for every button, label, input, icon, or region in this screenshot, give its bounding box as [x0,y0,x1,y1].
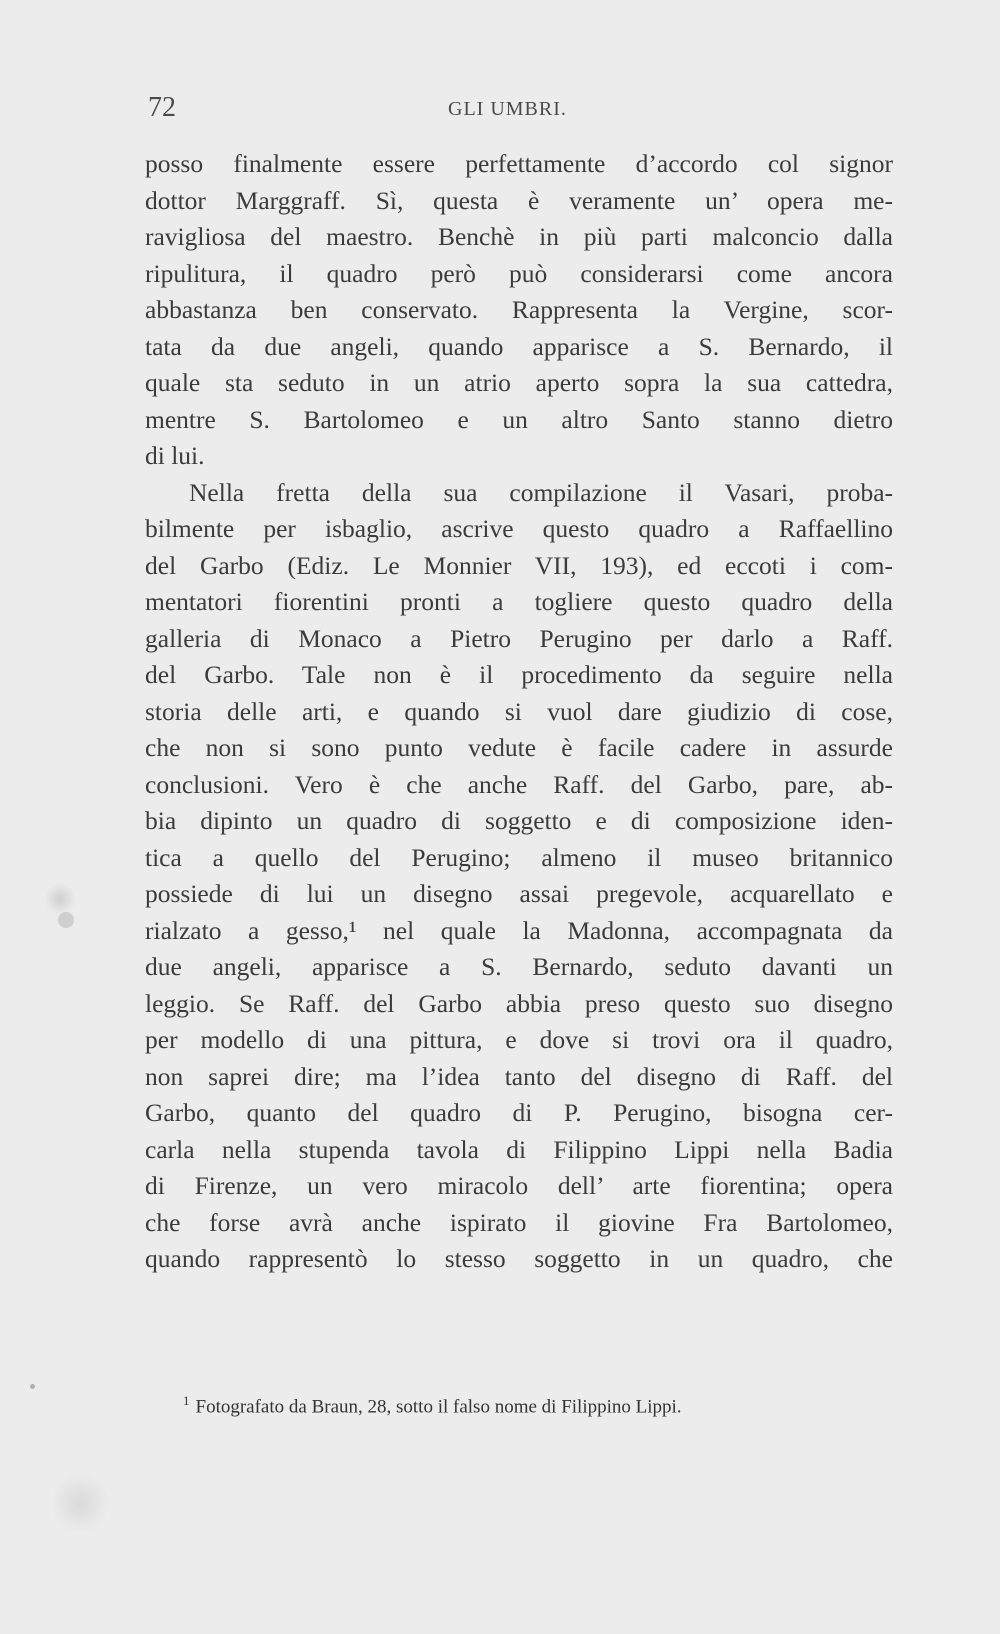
footnote-text: Fotografato da Braun, 28, sotto il falso nome di Filippino Lippi. [195,1396,682,1418]
body-text [145,146,893,1316]
text-line: del Garbo. Tale non è il procedimento da seguire nella [145,660,893,689]
text-line: conclusioni. Vero è che anche Raff. del Garbo, pare, ab- [145,769,893,799]
footnote-mark: 1 [183,1393,190,1408]
text-line: posso finalmente essere perfettamente d’accordo col signor [145,149,893,178]
text-line: rialzato a gesso,¹ nel quale la Madonna, accompagnata da [145,915,893,945]
text-line: mentatori fiorentini pronti a togliere questo quadro della [145,587,893,616]
text-line: ripulitura, il quadro però può considerarsi come ancora [145,258,893,288]
text-line: quando rappresentò lo stesso soggetto in un quadro, che [145,1244,893,1273]
text-line: abbastanza ben conservato. Rappresenta la Vergine, scor- [145,295,893,324]
text-line: del Garbo (Ediz. Le Monnier VII, 193), ed eccoti i com- [145,550,893,580]
text-line: tica a quello del Perugino; almeno il museo britannico [145,842,893,872]
text-line: galleria di Monaco a Pietro Perugino per darlo a Raff. [145,623,893,653]
text-line: che non si sono punto vedute è facile cadere in assurde [145,733,893,762]
text-line: bia dipinto un quadro di soggetto e di composizione iden- [145,806,893,835]
text-line: mentre S. Bartolomeo e un altro Santo stanno dietro [145,404,893,434]
text-line: non saprei dire; ma l’idea tanto del disegno di Raff. del [145,1061,893,1091]
paper-speck [30,1384,35,1389]
paper-speck [58,912,74,928]
text-line: bilmente per isbaglio, ascrive questo quadro a Raffaellino [145,514,893,543]
text-line: che forse avrà anche ispirato il giovine Fra Bartolomeo, [145,1207,893,1237]
text-line: per modello di una pittura, e dove si trovi ora il quadro, [145,1025,893,1054]
text-line: Garbo, quanto del quadro di P. Perugino, bisogna cer- [145,1098,893,1127]
text-line: possiede di lui un disegno assai pregevole, acquarellato e [145,879,893,908]
text-line: ravigliosa del maestro. Benchè in più parti malconcio dalla [145,222,893,251]
text-line: carla nella stupenda tavola di Filippino Lippi nella Badia [145,1134,893,1164]
text-line: quale sta seduto in un atrio aperto sopra la sua cattedra, [145,368,893,397]
page-number: 72 [148,92,176,123]
text-line: Nella fretta della sua compilazione il Vasari, proba- [189,477,893,507]
text-line: dottor Marggraff. Sì, questa è veramente un’ opera me- [145,185,893,215]
text-line: tata da due angeli, quando apparisce a S. Bernardo, il [145,331,893,361]
footnote [183,1393,888,1418]
text-line: di Firenze, un vero miracolo dell’ arte fiorentina; opera [145,1171,893,1200]
text-line: due angeli, apparisce a S. Bernardo, seduto davanti un [145,952,893,981]
text-line: leggio. Se Raff. del Garbo abbia preso questo suo disegno [145,988,893,1018]
text-line: di lui. [145,441,205,470]
text-line: storia delle arti, e quando si vuol dare giudizio di cose, [145,696,893,726]
running-head: GLI UMBRI. [448,98,567,120]
page-header [148,92,888,132]
